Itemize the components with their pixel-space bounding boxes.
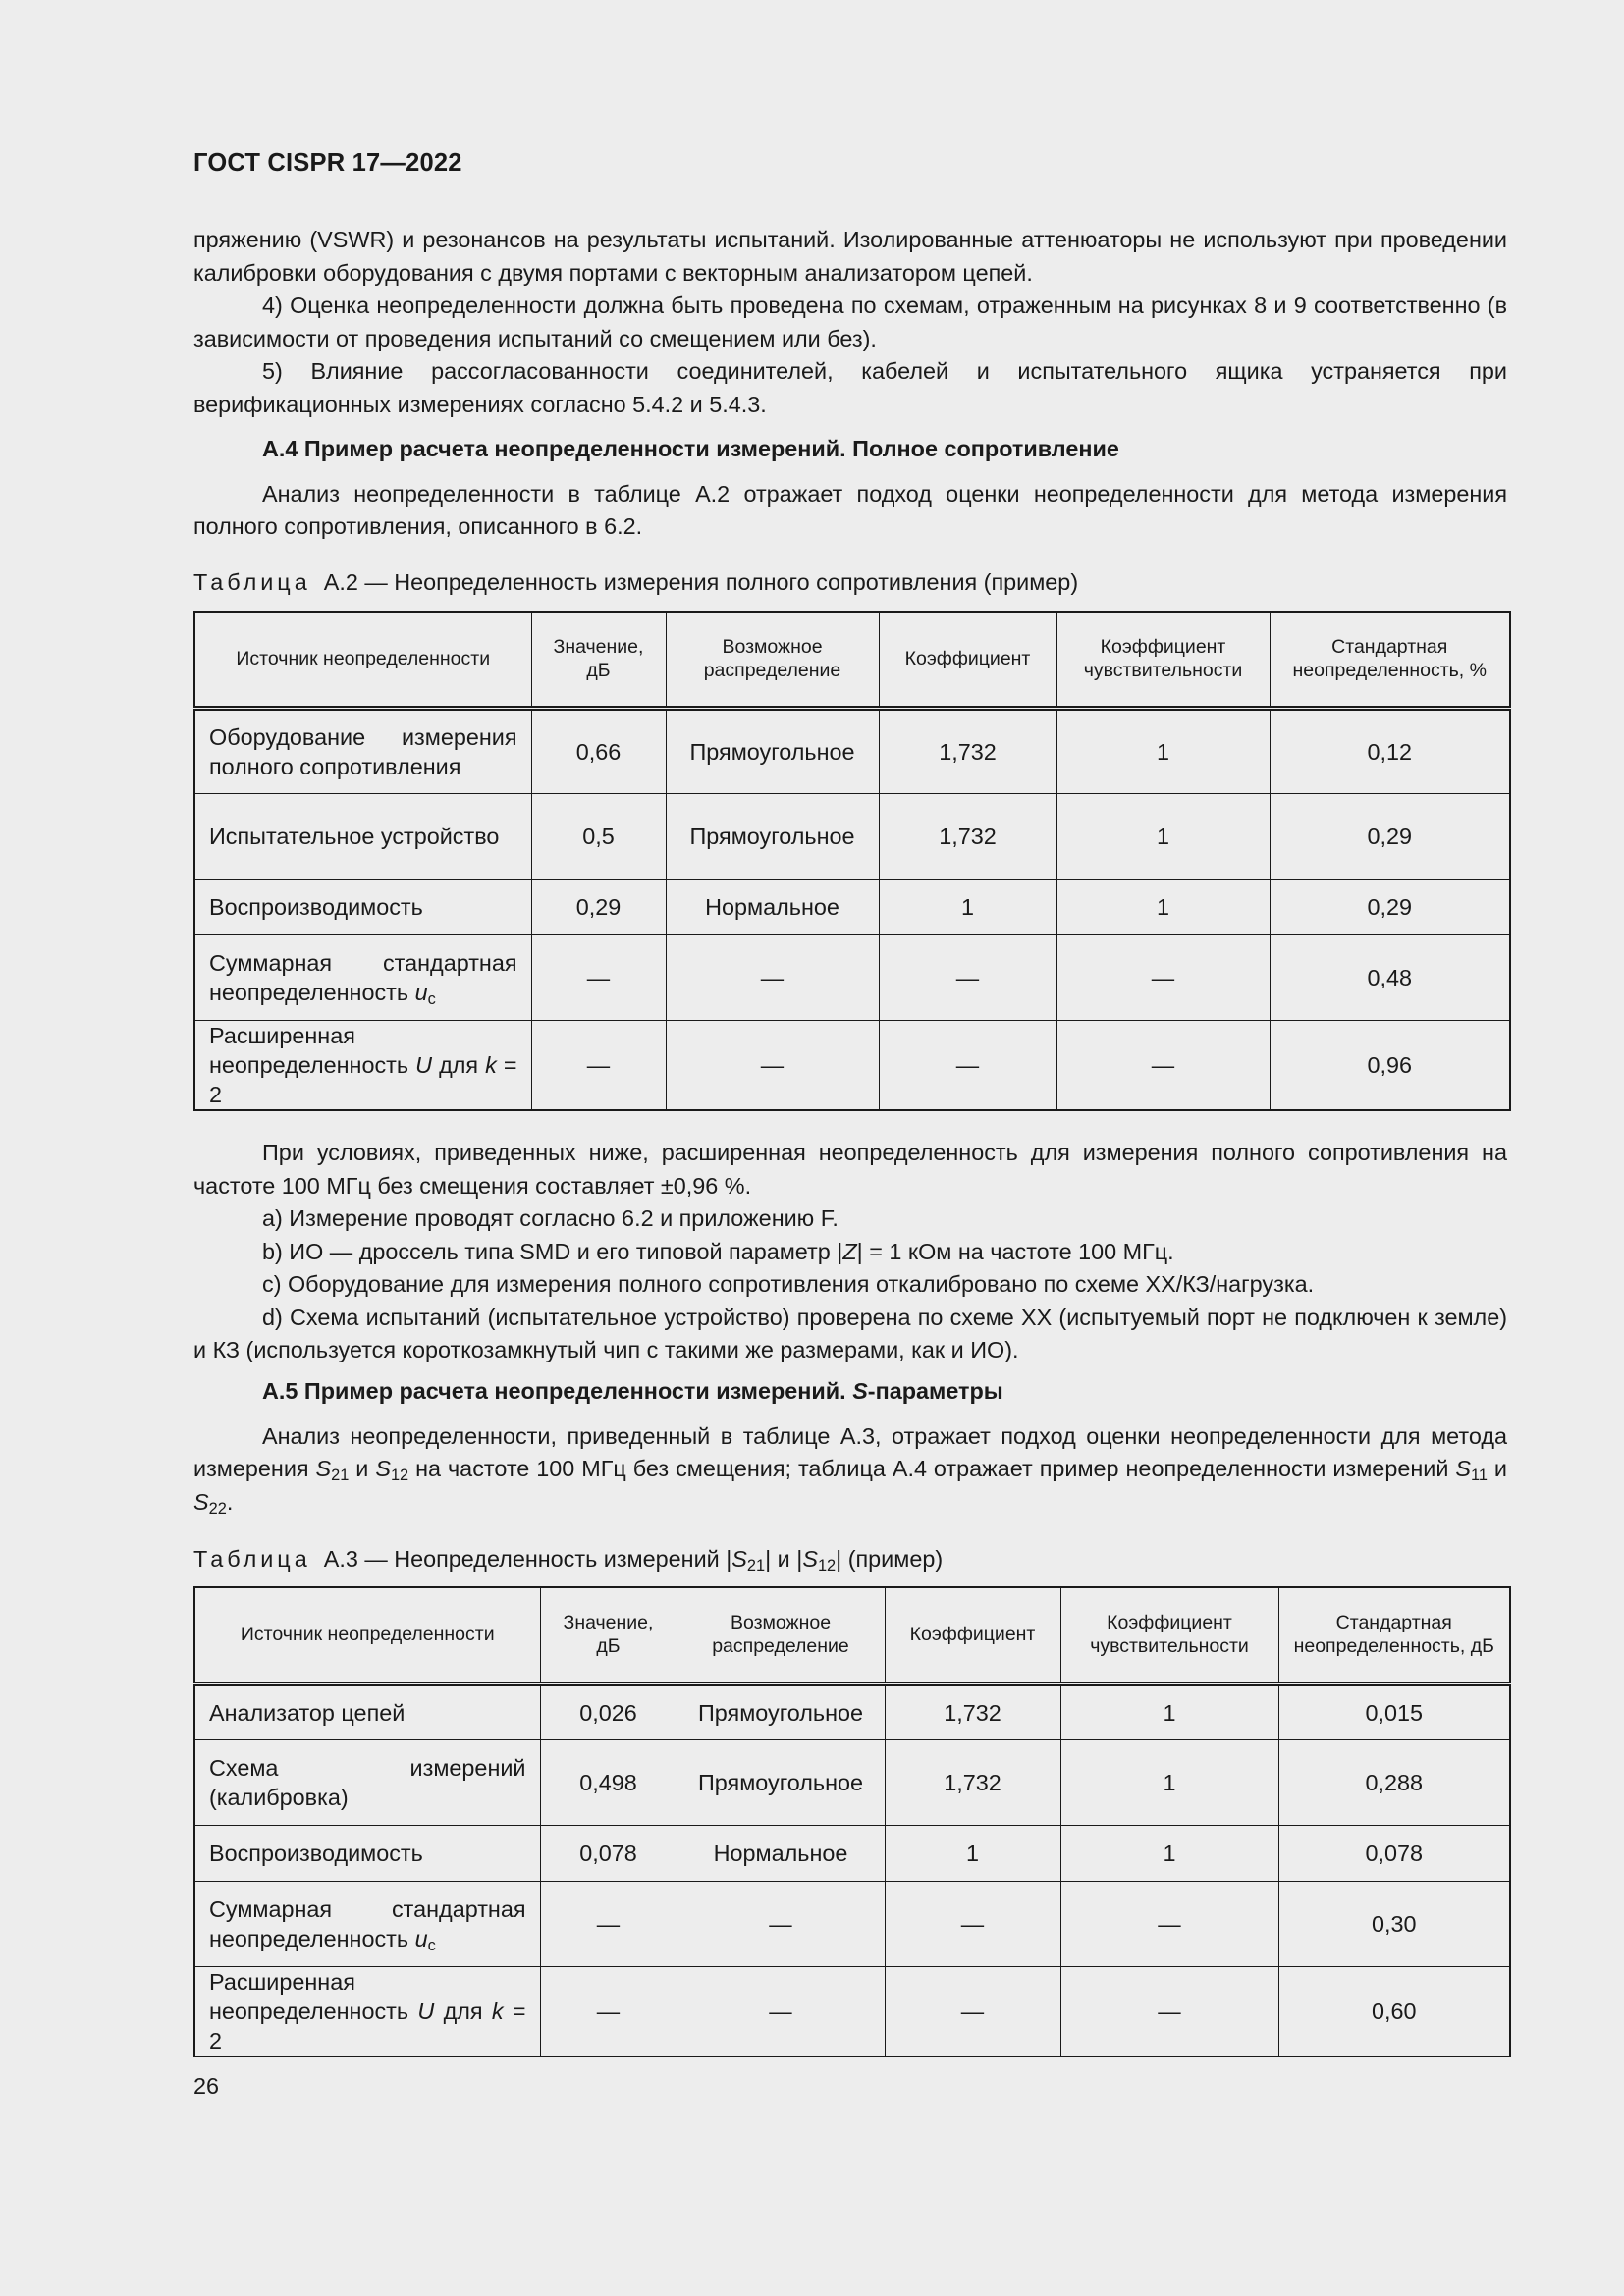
cell-value: 0,66: [531, 708, 666, 793]
cell-source: Суммарная стандартная неопределенность $u_c$: [194, 934, 531, 1020]
cell-coefficient: 1,732: [885, 1683, 1060, 1739]
cell-coefficient: —: [879, 934, 1056, 1020]
cell-value: 0,29: [531, 879, 666, 934]
col-header-std-uncertainty: Стандартная неопределенность, %: [1270, 612, 1510, 708]
cell-coefficient: —: [885, 1966, 1060, 2056]
table-a3: [193, 1586, 1511, 2057]
table-row: [194, 793, 1510, 879]
intro-paragraph-1: пряжению (VSWR) и резонансов на результаты испытаний. Изолированные аттенюаторы не используют при проведении калибровки оборудования с двумя портами с векторным анализатором цепей.: [193, 227, 1507, 286]
condition-b: b) ИО — дроссель типа SMD и его типовой параметр |Z| = 1 кОм на частоте 100 МГц.: [262, 1238, 1174, 1264]
cell-coefficient: 1: [885, 1825, 1060, 1881]
cell-coefficient: —: [885, 1881, 1060, 1966]
intro-block: [193, 224, 1507, 421]
cell-std-uncertainty: 0,48: [1270, 934, 1510, 1020]
table-a2: [193, 611, 1511, 1111]
cell-std-uncertainty: 0,60: [1278, 1966, 1510, 2056]
section-a5-text: Анализ неопределенности, приведенный в таблице А.3, отражает подход оценки неопределенности для метода измерения $S_{21}$ и $S_{12}$ на частоте 100 МГц без смещения; таблица А.4 отражает пример неопределенности измерений $S_{11}$ и $S_{22}$.: [193, 1422, 1507, 1518]
table-a3-caption: Таблица А.3 — Неопределенность измерений $|S_{21}|$ и $|S_{12}|$ (пример): [193, 1546, 944, 1575]
col-header-source: Источник неопределенности: [194, 612, 531, 708]
section-a4-text: Анализ неопределенности в таблице А.2 отражает подход оценки неопределенности для метода измерения полного сопротивления, описанного в 6.2.: [193, 480, 1507, 539]
table-row: [194, 1683, 1510, 1739]
cell-coefficient: 1: [879, 879, 1056, 934]
cell-source: Расширенная неопределенность U для k = 2: [194, 1966, 540, 2056]
cell-std-uncertainty: 0,29: [1270, 879, 1510, 934]
document-header: ГОСТ CISPR 17—2022: [193, 149, 462, 177]
table-row: [194, 1966, 1510, 2056]
cell-sensitivity: —: [1060, 1966, 1278, 2056]
cell-sensitivity: —: [1060, 1881, 1278, 1966]
cell-std-uncertainty: 0,015: [1278, 1683, 1510, 1739]
col-header-value: Значение, дБ: [540, 1587, 677, 1683]
cell-sensitivity: 1: [1056, 879, 1270, 934]
cell-value: 0,026: [540, 1683, 677, 1739]
cell-distribution: —: [666, 1020, 879, 1110]
page-number: 26: [193, 2073, 220, 2099]
section-a4: [193, 433, 1507, 544]
table-row: [194, 708, 1510, 793]
cell-source: Испытательное устройство: [194, 793, 531, 879]
cell-sensitivity: —: [1056, 934, 1270, 1020]
cell-value: 0,5: [531, 793, 666, 879]
col-header-source: Источник неопределенности: [194, 1587, 540, 1683]
cell-sensitivity: 1: [1056, 708, 1270, 793]
cell-sensitivity: 1: [1060, 1825, 1278, 1881]
cell-value: —: [540, 1966, 677, 2056]
cell-distribution: Прямоугольное: [666, 793, 879, 879]
cell-sensitivity: 1: [1060, 1739, 1278, 1825]
cell-source: Схема измерений (калибровка): [194, 1739, 540, 1825]
cell-value: —: [540, 1881, 677, 1966]
cell-source: Воспроизводимость: [194, 1825, 540, 1881]
col-header-std-uncertainty: Стандартная неопределенность, дБ: [1278, 1587, 1510, 1683]
cell-source: Оборудование измерения полного сопротивления: [194, 708, 531, 793]
intro-paragraph-2: 4) Оценка неопределенности должна быть проведена по схемам, отраженным на рисунках 8 и 9 соответственно (в зависимости от проведения испытаний со смещением или без).: [193, 293, 1507, 351]
col-header-coefficient: Коэффициент: [885, 1587, 1060, 1683]
condition-d: d) Схема испытаний (испытательное устройство) проверена по схеме XX (испытуемый порт не подключен к земле) и КЗ (используется короткозамкнутый чип с такими же размерами, как и ИО).: [193, 1304, 1507, 1362]
cell-std-uncertainty: 0,078: [1278, 1825, 1510, 1881]
cell-distribution: Нормальное: [677, 1825, 885, 1881]
condition-a: a) Измерение проводят согласно 6.2 и приложению F.: [262, 1205, 839, 1231]
cell-std-uncertainty: 0,29: [1270, 793, 1510, 879]
intro-paragraph-3: 5) Влияние рассогласованности соединителей, кабелей и испытательного ящика устраняется при верификационных измерениях согласно 5.4.2 и 5.4.3.: [193, 358, 1507, 417]
document-page: [193, 0, 1507, 2296]
cell-std-uncertainty: 0,30: [1278, 1881, 1510, 1966]
table-row: [194, 1825, 1510, 1881]
cell-value: 0,498: [540, 1739, 677, 1825]
col-header-distribution: Возможное распределение: [677, 1587, 885, 1683]
conditions-intro: При условиях, приведенных ниже, расширенная неопределенность для измерения полного сопротивления на частоте 100 МГц без смещения составляет ±0,96 %.: [193, 1140, 1507, 1199]
cell-std-uncertainty: 0,12: [1270, 708, 1510, 793]
section-a5-heading: А.5 Пример расчета неопределенности измерений. S-параметры: [262, 1378, 1003, 1404]
table-row: [194, 879, 1510, 934]
col-header-sensitivity: Коэффициент чувствительности: [1060, 1587, 1278, 1683]
table-a2-caption: Таблица А.2 — Неопределенность измерения полного сопротивления (пример): [193, 569, 1079, 595]
col-header-coefficient: Коэффициент: [879, 612, 1056, 708]
cell-coefficient: —: [879, 1020, 1056, 1110]
table-row: [194, 1881, 1510, 1966]
table-row: [194, 934, 1510, 1020]
table-header-row: [194, 1587, 1510, 1683]
cell-distribution: —: [677, 1881, 885, 1966]
col-header-distribution: Возможное распределение: [666, 612, 879, 708]
cell-source: Воспроизводимость: [194, 879, 531, 934]
conditions-block: [193, 1137, 1507, 1367]
cell-distribution: Прямоугольное: [677, 1683, 885, 1739]
section-a4-heading: А.4 Пример расчета неопределенности измерений. Полное сопротивление: [262, 436, 1119, 461]
cell-value: 0,078: [540, 1825, 677, 1881]
cell-source: Анализатор цепей: [194, 1683, 540, 1739]
cell-value: —: [531, 1020, 666, 1110]
cell-distribution: —: [677, 1966, 885, 2056]
cell-distribution: Прямоугольное: [677, 1739, 885, 1825]
cell-sensitivity: 1: [1060, 1683, 1278, 1739]
cell-value: —: [531, 934, 666, 1020]
cell-std-uncertainty: 0,96: [1270, 1020, 1510, 1110]
cell-coefficient: 1,732: [879, 793, 1056, 879]
cell-coefficient: 1,732: [879, 708, 1056, 793]
cell-std-uncertainty: 0,288: [1278, 1739, 1510, 1825]
section-a5: [193, 1375, 1507, 1519]
cell-source: Суммарная стандартная неопределенность $u_c$: [194, 1881, 540, 1966]
cell-sensitivity: 1: [1056, 793, 1270, 879]
cell-sensitivity: —: [1056, 1020, 1270, 1110]
condition-c: c) Оборудование для измерения полного сопротивления откалибровано по схеме XX/КЗ/нагрузка.: [262, 1271, 1315, 1297]
cell-distribution: Нормальное: [666, 879, 879, 934]
table-row: [194, 1739, 1510, 1825]
col-header-value: Значение, дБ: [531, 612, 666, 708]
table-header-row: [194, 612, 1510, 708]
col-header-sensitivity: Коэффициент чувствительности: [1056, 612, 1270, 708]
cell-distribution: Прямоугольное: [666, 708, 879, 793]
cell-coefficient: 1,732: [885, 1739, 1060, 1825]
table-row: [194, 1020, 1510, 1110]
cell-distribution: —: [666, 934, 879, 1020]
cell-source: Расширенная неопределенность U для k = 2: [194, 1020, 531, 1110]
